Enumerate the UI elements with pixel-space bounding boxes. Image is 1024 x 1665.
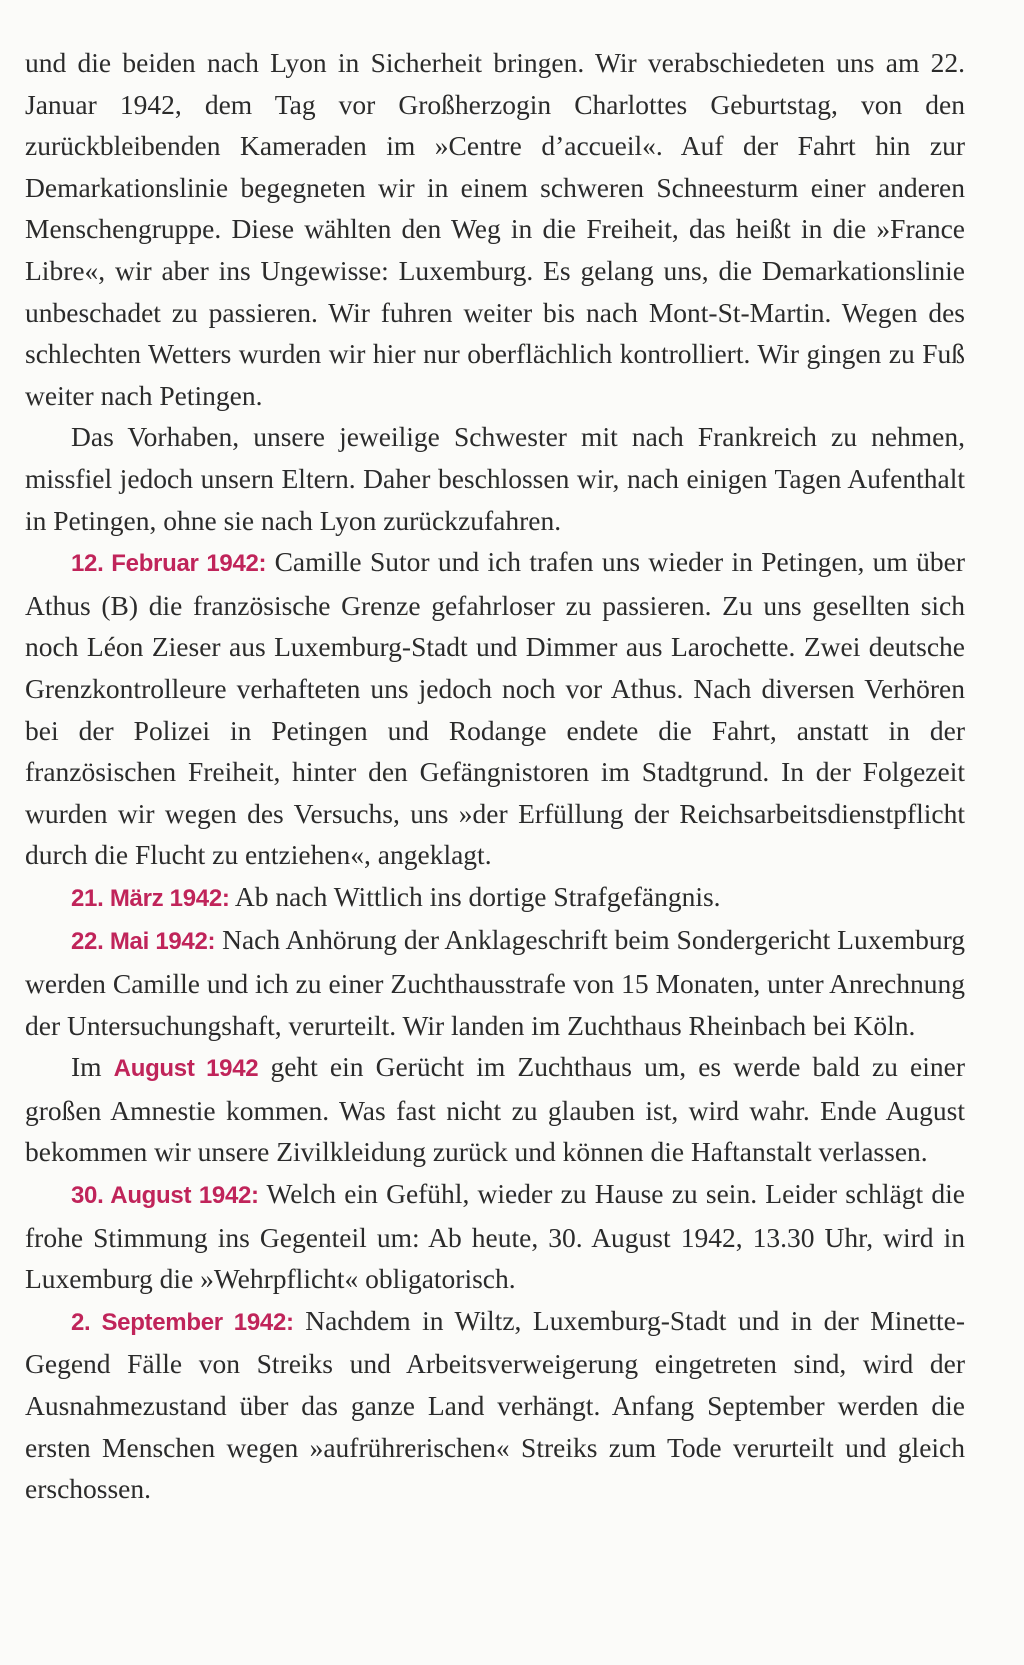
paragraph-text: Welch ein Gefühl, wieder zu Hause zu sein. Leider schlägt die frohe Stimmung ins Gegenteil um: Ab heute, 30. August 1942, 13.30 Uhr, wird in Luxemburg die »Wehrpflicht« obligatorisch. <box>25 1178 965 1295</box>
date-heading: 30. August 1942: <box>71 1182 259 1210</box>
paragraph-p3 <box>25 541 965 876</box>
paragraph-text: Camille Sutor und ich trafen uns wieder in Petingen, um über Athus (B) die französische Grenze gefahrloser zu passieren. Zu uns gesellten sich noch Léon Zieser aus Luxemburg-Stadt und Dimmer aus Larochette. Zwei deutsche Grenzkontrolleure verhafteten uns jedoch noch vor Athus. Nach diversen Verhören bei der Polizei in Petingen und Rodange endete die Fahrt, anstatt in der französischen Freiheit, hinter den Gefängnistoren im Stadtgrund. In der Folgezeit wurden wir wegen des Versuchs, uns »der Erfüllung der Reichsarbeitsdienstpflicht durch die Flucht zu entziehen«, angeklagt. <box>25 546 965 871</box>
date-heading: 12. Februar 1942: <box>71 550 267 578</box>
paragraph-p6 <box>25 1046 965 1173</box>
paragraph-text: geht ein Gerücht im Zuchthaus um, es werde bald zu einer großen Amnestie kommen. Was fast nicht zu glauben ist, wird wahr. Ende August bekommen wir unsere Zivilkleidung zurück und können die Haftanstalt verlassen. <box>25 1051 965 1168</box>
paragraph-text: Im <box>71 1051 114 1083</box>
paragraph-text: Nachdem in Wiltz, Luxemburg-Stadt und in der Minette-Gegend Fälle von Streiks und Arbeitsverweigerung eingetreten sind, wird der Ausnahmezustand über das ganze Land verhängt. Anfang September werden die ersten Menschen wegen »aufrührerischen« Streiks zum Tode verurteilt und gleich erschossen. <box>25 1304 965 1505</box>
date-heading: 21. März 1942: <box>71 884 230 912</box>
date-heading: 22. Mai 1942: <box>71 928 216 956</box>
paragraph-p8 <box>25 1300 965 1510</box>
paragraph-p5 <box>25 919 965 1046</box>
paragraph-text: Nach Anhörung der Anklageschrift beim Sondergericht Luxemburg werden Camille und ich zu einer Zuchthausstrafe von 15 Monaten, unter Anrechnung der Untersuchungshaft, verurteilt. Wir landen im Zuchthaus Rheinbach bei Köln. <box>25 924 965 1041</box>
paragraph-text: Das Vorhaben, unsere jeweilige Schwester mit nach Frankreich zu nehmen, missfiel jedoch unsern Eltern. Daher beschlossen wir, nach einigen Tagen Aufenthalt in Petingen, ohne sie nach Lyon zurückzufahren. <box>25 421 965 536</box>
paragraph-p1 <box>25 42 965 416</box>
paragraph-text: und die beiden nach Lyon in Sicherheit bringen. Wir verabschiedeten uns am 22. Januar 1942, dem Tag vor Großherzogin Charlottes Geburtstag, von den zurückbleibenden Kameraden im »Centre d’accueil«. Auf der Fahrt hin zur Demarkationslinie begegneten wir in einem schweren Schneesturm einer anderen Menschengruppe. Diese wählten den Weg in die Freiheit, das heißt in die »France Libre«, wir aber ins Ungewisse: Luxemburg. Es gelang uns, die Demarkationslinie unbeschadet zu passieren. Wir fuhren weiter bis nach Mont-St-Martin. Wegen des schlechten Wetters wurden wir hier nur oberflächlich kontrolliert. Wir gingen zu Fuß weiter nach Petingen. <box>25 47 965 411</box>
date-heading: August 1942 <box>113 1055 259 1083</box>
date-heading: 2. September 1942: <box>71 1308 294 1336</box>
paragraph-p4 <box>25 876 965 920</box>
page-body-text <box>25 42 965 1510</box>
paragraph-p7 <box>25 1173 965 1300</box>
paragraph-text: Ab nach Wittlich ins dortige Strafgefängnis. <box>229 880 721 912</box>
paragraph-p2 <box>25 416 965 541</box>
